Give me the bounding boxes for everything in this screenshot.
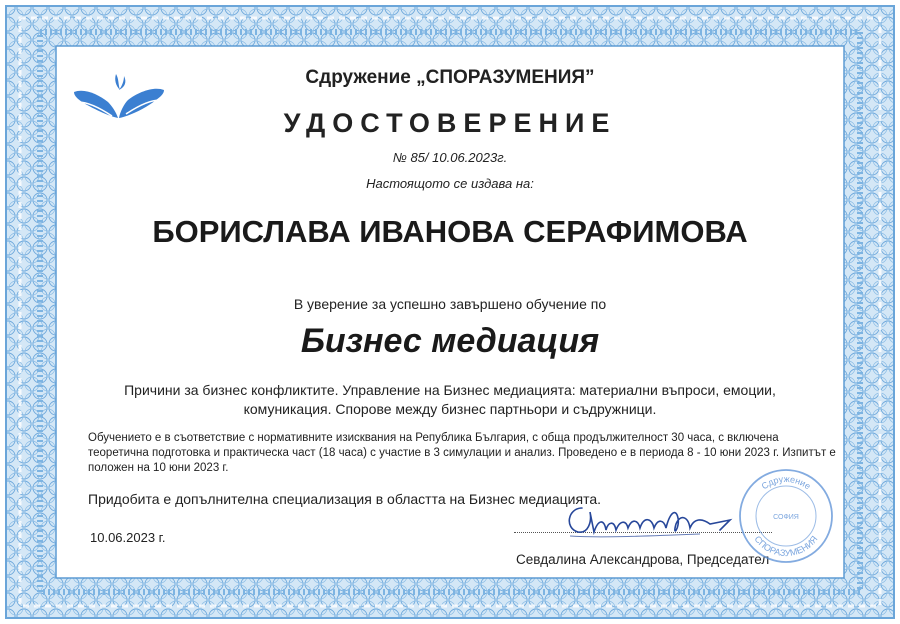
round-seal-stamp	[736, 466, 836, 566]
signatory-name: Севдалина Александрова, Председател	[516, 552, 770, 567]
recipient-name: БОРИСЛАВА ИВАНОВА СЕРАФИМОВА	[152, 214, 748, 249]
specialization-text: Придобита е допълнителна специализация в областта на Бизнес медиацията.	[88, 491, 601, 507]
svg-text:Сдружение	[760, 474, 813, 492]
certificate-title: УДОСТОВЕРЕНИЕ	[283, 108, 617, 138]
stamp-bottom-text: СПОРАЗУМЕНИЯ	[752, 533, 820, 559]
certificate-number: № 85/ 10.06.2023г.	[392, 150, 508, 165]
course-topics: Причини за бизнес конфликтите. Управление на Бизнес медиацията: материални въпроси, емоции, комуникация. Спорове между бизнес партньори и съдружници.	[124, 382, 776, 417]
issued-to-label: Настоящото се издава на:	[366, 176, 534, 191]
stamp-top-text: Сдружение	[759, 473, 813, 492]
handwritten-signature	[560, 498, 740, 544]
completion-text: В уверение за успешно завършено обучение по	[293, 296, 607, 312]
course-details: Обучението е в съответствие с нормативните изисквания на Република България, с обща продължителност 30 часа, с включена теоретична подготовка и практическа част (18 часа) с участие в 3 симулации и анализ. Проведено е в периода 8 - 10 юни 2023 г. Изпитът е положен на 10 юни 2023 г.	[88, 432, 836, 474]
course-name: Бизнес медиация	[300, 322, 600, 360]
stamp-city-text: СОФИЯ	[773, 514, 799, 521]
issue-date: 10.06.2023 г.	[90, 530, 166, 545]
organization-name: Сдружение „СПОРАЗУМЕНИЯ”	[305, 67, 595, 88]
